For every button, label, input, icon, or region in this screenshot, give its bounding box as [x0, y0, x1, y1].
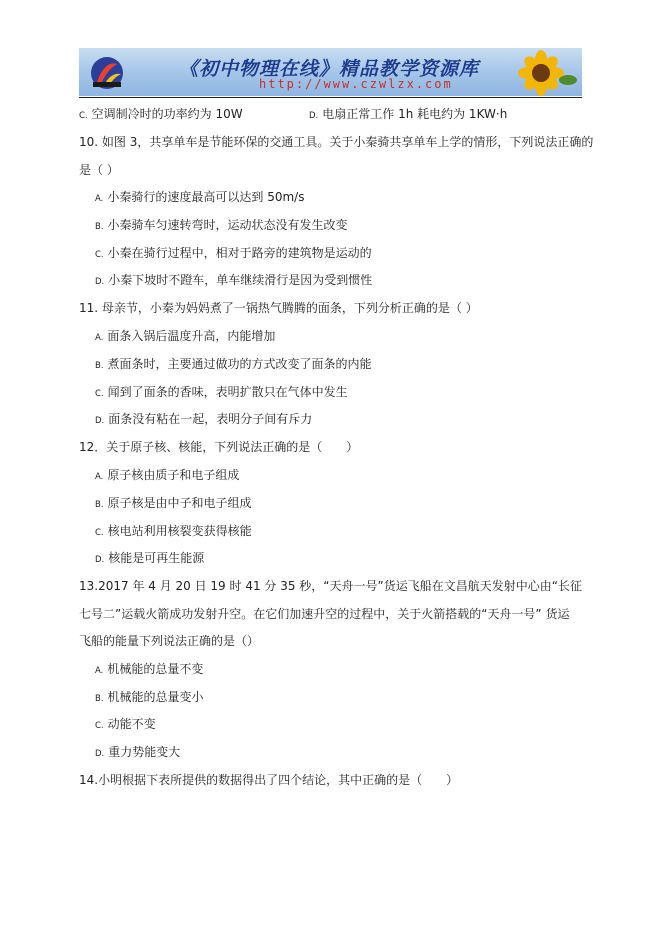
banner-url: http://www.czwlzx.com	[259, 77, 453, 91]
logo-icon	[87, 52, 127, 92]
q11-option-c: C. 闻到了面条的香味，表明扩散只在气体中发生	[95, 385, 348, 399]
question-10-line-1: 10. 如图 3，共享单车是节能环保的交通工具。关于小秦骑共享单车上学的情形，下列说法正确的	[79, 135, 594, 149]
q10-option-c: C. 小秦在骑行过程中，相对于路旁的建筑物是运动的	[95, 246, 372, 260]
q12-option-c: C. 核电站利用核裂变获得核能	[95, 524, 252, 538]
header-divider	[79, 97, 582, 98]
sunflower-icon	[504, 50, 578, 96]
q13-option-b: B. 机械能的总量变小	[95, 690, 204, 704]
q13-option-a: A. 机械能的总量不变	[95, 662, 204, 676]
q11-option-d: D. 面条没有粘在一起，表明分子间有斥力	[95, 412, 313, 426]
q11-option-b: B. 煮面条时，主要通过做功的方式改变了面条的内能	[95, 357, 372, 371]
question-10-line-2: 是（ ）	[79, 163, 119, 177]
q12-option-b: B. 原子核是由中子和电子组成	[95, 496, 252, 510]
header-banner	[79, 48, 582, 96]
question-14: 14.小明根据下表所提供的数据得出了四个结论，其中正确的是（ ）	[79, 773, 459, 787]
q10-option-b: B. 小秦骑车匀速转弯时，运动状态没有发生改变	[95, 218, 348, 232]
question-11: 11. 母亲节，小秦为妈妈煮了一锅热气腾腾的面条，下列分析正确的是（ ）	[79, 301, 478, 315]
q9-option-c: C. 空调制冷时的功率约为 10W	[79, 107, 243, 121]
question-13-line-1: 13.2017 年 4 月 20 日 19 时 41 分 35 秒，“天舟一号”货运飞船在文昌航天发射中心由“长征	[79, 579, 582, 593]
q12-option-a: A. 原子核由质子和电子组成	[95, 468, 240, 482]
q13-option-d: D. 重力势能变大	[95, 745, 181, 759]
question-13-line-2: 七号二”运载火箭成功发射升空。在它们加速升空的过程中，关于火箭搭载的“天舟一号” 货运	[79, 607, 570, 621]
q10-option-d: D. 小秦下坡时不蹬车，单车继续滑行是因为受到惯性	[95, 273, 373, 287]
question-12: 12．关于原子核、核能，下列说法正确的是（ ）	[79, 440, 359, 454]
q13-option-c: C. 动能不变	[95, 717, 156, 731]
q10-option-a: A. 小秦骑行的速度最高可以达到 50m/s	[95, 190, 305, 204]
q9-option-d: D. 电扇正常工作 1h 耗电约为 1KW·h	[309, 107, 508, 121]
banner-title: 《初中物理在线》精品教学资源库	[179, 58, 480, 80]
q12-option-d: D. 核能是可再生能源	[95, 551, 205, 565]
q11-option-a: A. 面条入锅后温度升高，内能增加	[95, 329, 276, 343]
question-13-line-3: 飞船的能量下列说法正确的是（）	[79, 634, 260, 648]
